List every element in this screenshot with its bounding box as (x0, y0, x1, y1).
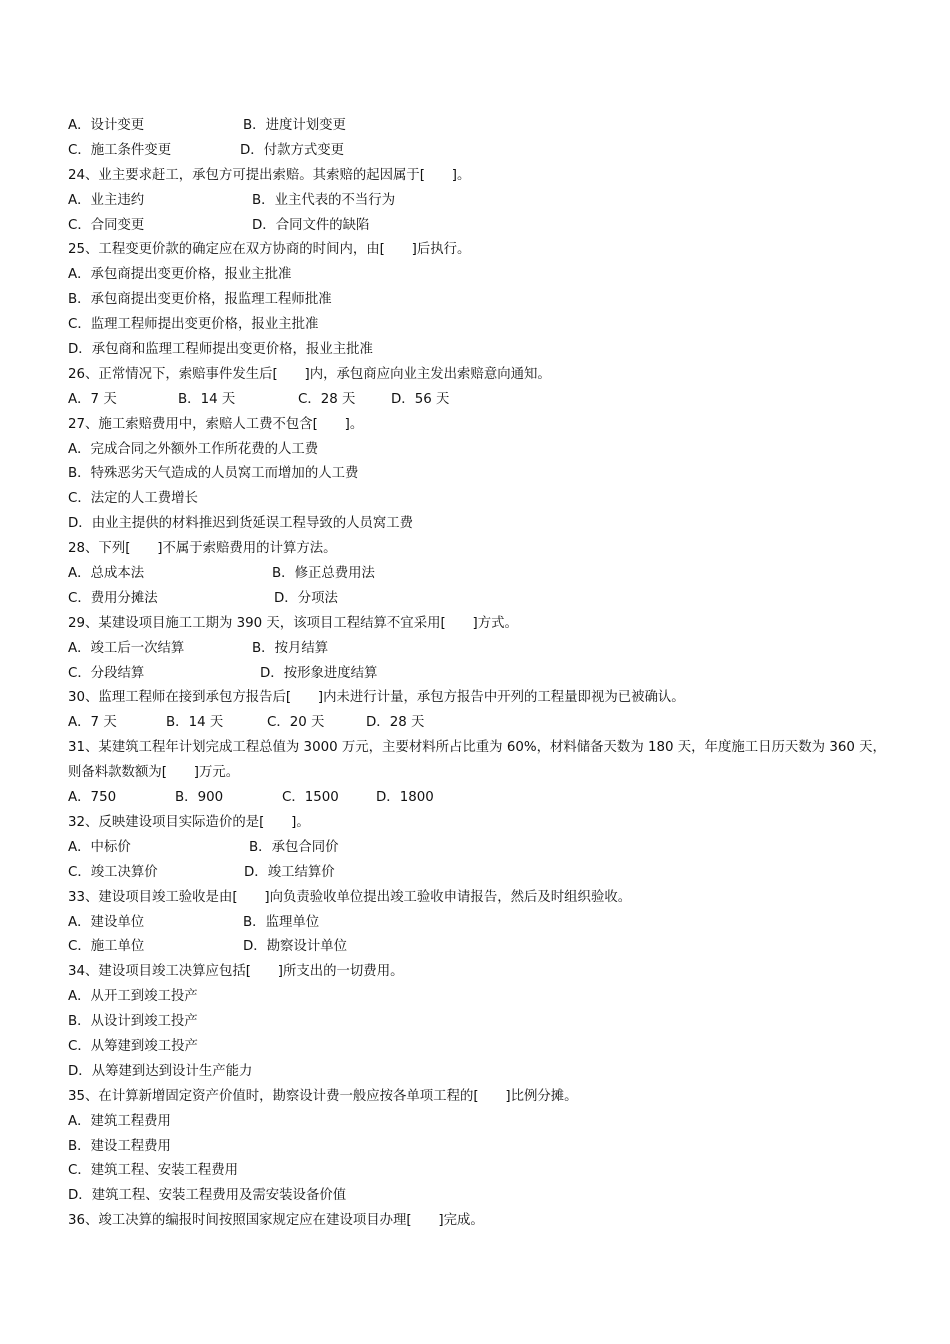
option-a: A．竣工后一次结算 (68, 640, 185, 656)
option-a: A．承包商提出变更价格，报业主批准 (68, 267, 292, 283)
options-row (68, 637, 888, 662)
option-a: A．完成合同之外额外工作所花费的人工费 (68, 441, 319, 457)
option-b: B．从设计到竣工投产 (68, 1014, 198, 1030)
options-row (68, 786, 888, 811)
option-d: D．按形象进度结算 (260, 665, 378, 681)
question-text: 35、在计算新增固定资产价值时，勘察设计费一般应按各单项工程的[ ]比例分摊。 (68, 1088, 578, 1104)
option-b: B．14 天 (166, 715, 224, 731)
option-d: D．勘察设计单位 (243, 939, 348, 955)
option-b: B．特殊恶劣天气造成的人员窝工而增加的人工费 (68, 466, 359, 482)
options-row (68, 587, 888, 612)
option-d: D．建筑工程、安装工程费用及需安装设备价值 (68, 1188, 347, 1204)
option-a: A．业主违约 (68, 192, 145, 208)
option-b: B．14 天 (178, 391, 236, 407)
option-c: C．1500 (282, 790, 339, 806)
option-d: D．由业主提供的材料推迟到货延误工程导致的人员窝工费 (68, 516, 414, 532)
option-a: A．建筑工程费用 (68, 1113, 171, 1129)
option-a: A．中标价 (68, 839, 131, 855)
option-b: B．修正总费用法 (272, 566, 375, 582)
option-a: A．建设单位 (68, 914, 145, 930)
option-c: C．施工条件变更 (68, 142, 172, 158)
option-a: A．7 天 (68, 391, 117, 407)
options-row (68, 861, 888, 886)
options-row (68, 935, 888, 960)
option-b: B．建设工程费用 (68, 1138, 171, 1154)
option-c: C．建筑工程、安装工程费用 (68, 1163, 239, 1179)
option-d: D．付款方式变更 (240, 142, 345, 158)
option-b: B．进度计划变更 (243, 118, 346, 133)
option-c: C．28 天 (298, 391, 356, 407)
question-text: 30、监理工程师在接到承包方报告后[ ]内未进行计量，承包方报告中开列的工程量即视为已被确认。 (68, 690, 685, 706)
option-c: C．费用分摊法 (68, 590, 158, 606)
question-text: 26、正常情况下，索赔事件发生后[ ]内，承包商应向业主发出索赔意向通知。 (68, 366, 551, 382)
option-a: A．从开工到竣工投产 (68, 989, 198, 1005)
question-text: 32、反映建设项目实际造价的是[ ]。 (68, 814, 310, 830)
option-c: C．20 天 (267, 715, 325, 731)
question-text: 28、下列[ ]不属于索赔费用的计算方法。 (68, 541, 337, 557)
option-b: B．承包商提出变更价格，报监理工程师批准 (68, 292, 332, 308)
option-b: B．监理单位 (243, 914, 320, 930)
option-d: D．56 天 (391, 391, 450, 407)
options-row (68, 662, 888, 687)
question-text: 24、业主要求赶工，承包方可提出索赔。其索赔的起因属于[ ]。 (68, 167, 471, 183)
option-c: C．监理工程师提出变更价格，报业主批准 (68, 317, 319, 333)
options-row (68, 214, 888, 239)
options-row (68, 711, 888, 736)
question-text: 27、施工索赔费用中，索赔人工费不包含[ ]。 (68, 416, 364, 432)
option-d: D．竣工结算价 (244, 864, 335, 880)
question-text: 31、某建筑工程年计划完成工程总值为 3000 万元，主要材料所占比重为 60%，材料储备天数为 180 天，年度施工日历天数为 360 天，则备料款数额为[ ]万元。 (68, 740, 886, 781)
options-row (68, 139, 888, 164)
option-d: D．合同文件的缺陷 (252, 217, 370, 233)
options-row (68, 562, 888, 587)
option-d: D．28 天 (366, 715, 425, 731)
question-text: 25、工程变更价款的确定应在双方协商的时间内，由[ ]后执行。 (68, 242, 471, 258)
option-b: B．承包合同价 (249, 839, 339, 855)
options-row (68, 836, 888, 861)
question-text: 34、建设项目竣工决算应包括[ ]所支出的一切费用。 (68, 964, 404, 980)
option-a: A．设计变更 (68, 118, 145, 133)
option-c: C．施工单位 (68, 939, 145, 955)
option-c: C．从筹建到竣工投产 (68, 1038, 198, 1054)
option-c: C．合同变更 (68, 217, 145, 233)
option-c: C．分段结算 (68, 665, 145, 681)
option-b: B．按月结算 (252, 640, 329, 656)
options-row (68, 911, 888, 936)
option-b: B．业主代表的不当行为 (252, 192, 396, 208)
question-text: 29、某建设项目施工工期为 390 天，该项目工程结算不宜采用[ ]方式。 (68, 615, 518, 631)
options-row (68, 114, 888, 139)
option-a: A．7 天 (68, 715, 117, 731)
option-c: C．法定的人工费增长 (68, 491, 198, 507)
option-b: B．900 (175, 790, 224, 806)
question-text: 36、竣工决算的编报时间按照国家规定应在建设项目办理[ ]完成。 (68, 1213, 484, 1229)
option-c: C．竣工决算价 (68, 864, 158, 880)
option-d: D．从筹建到达到设计生产能力 (68, 1063, 253, 1079)
option-d: D．承包商和监理工程师提出变更价格，报业主批准 (68, 342, 373, 358)
options-row (68, 189, 888, 214)
option-d: D．分项法 (274, 590, 338, 606)
options-row (68, 388, 888, 413)
option-a: A．750 (68, 790, 117, 806)
option-d: D．1800 (376, 790, 434, 806)
question-list (68, 114, 888, 1234)
option-a: A．总成本法 (68, 566, 145, 582)
question-text: 33、建设项目竣工验收是由[ ]向负责验收单位提出竣工验收申请报告，然后及时组织验收。 (68, 889, 632, 905)
